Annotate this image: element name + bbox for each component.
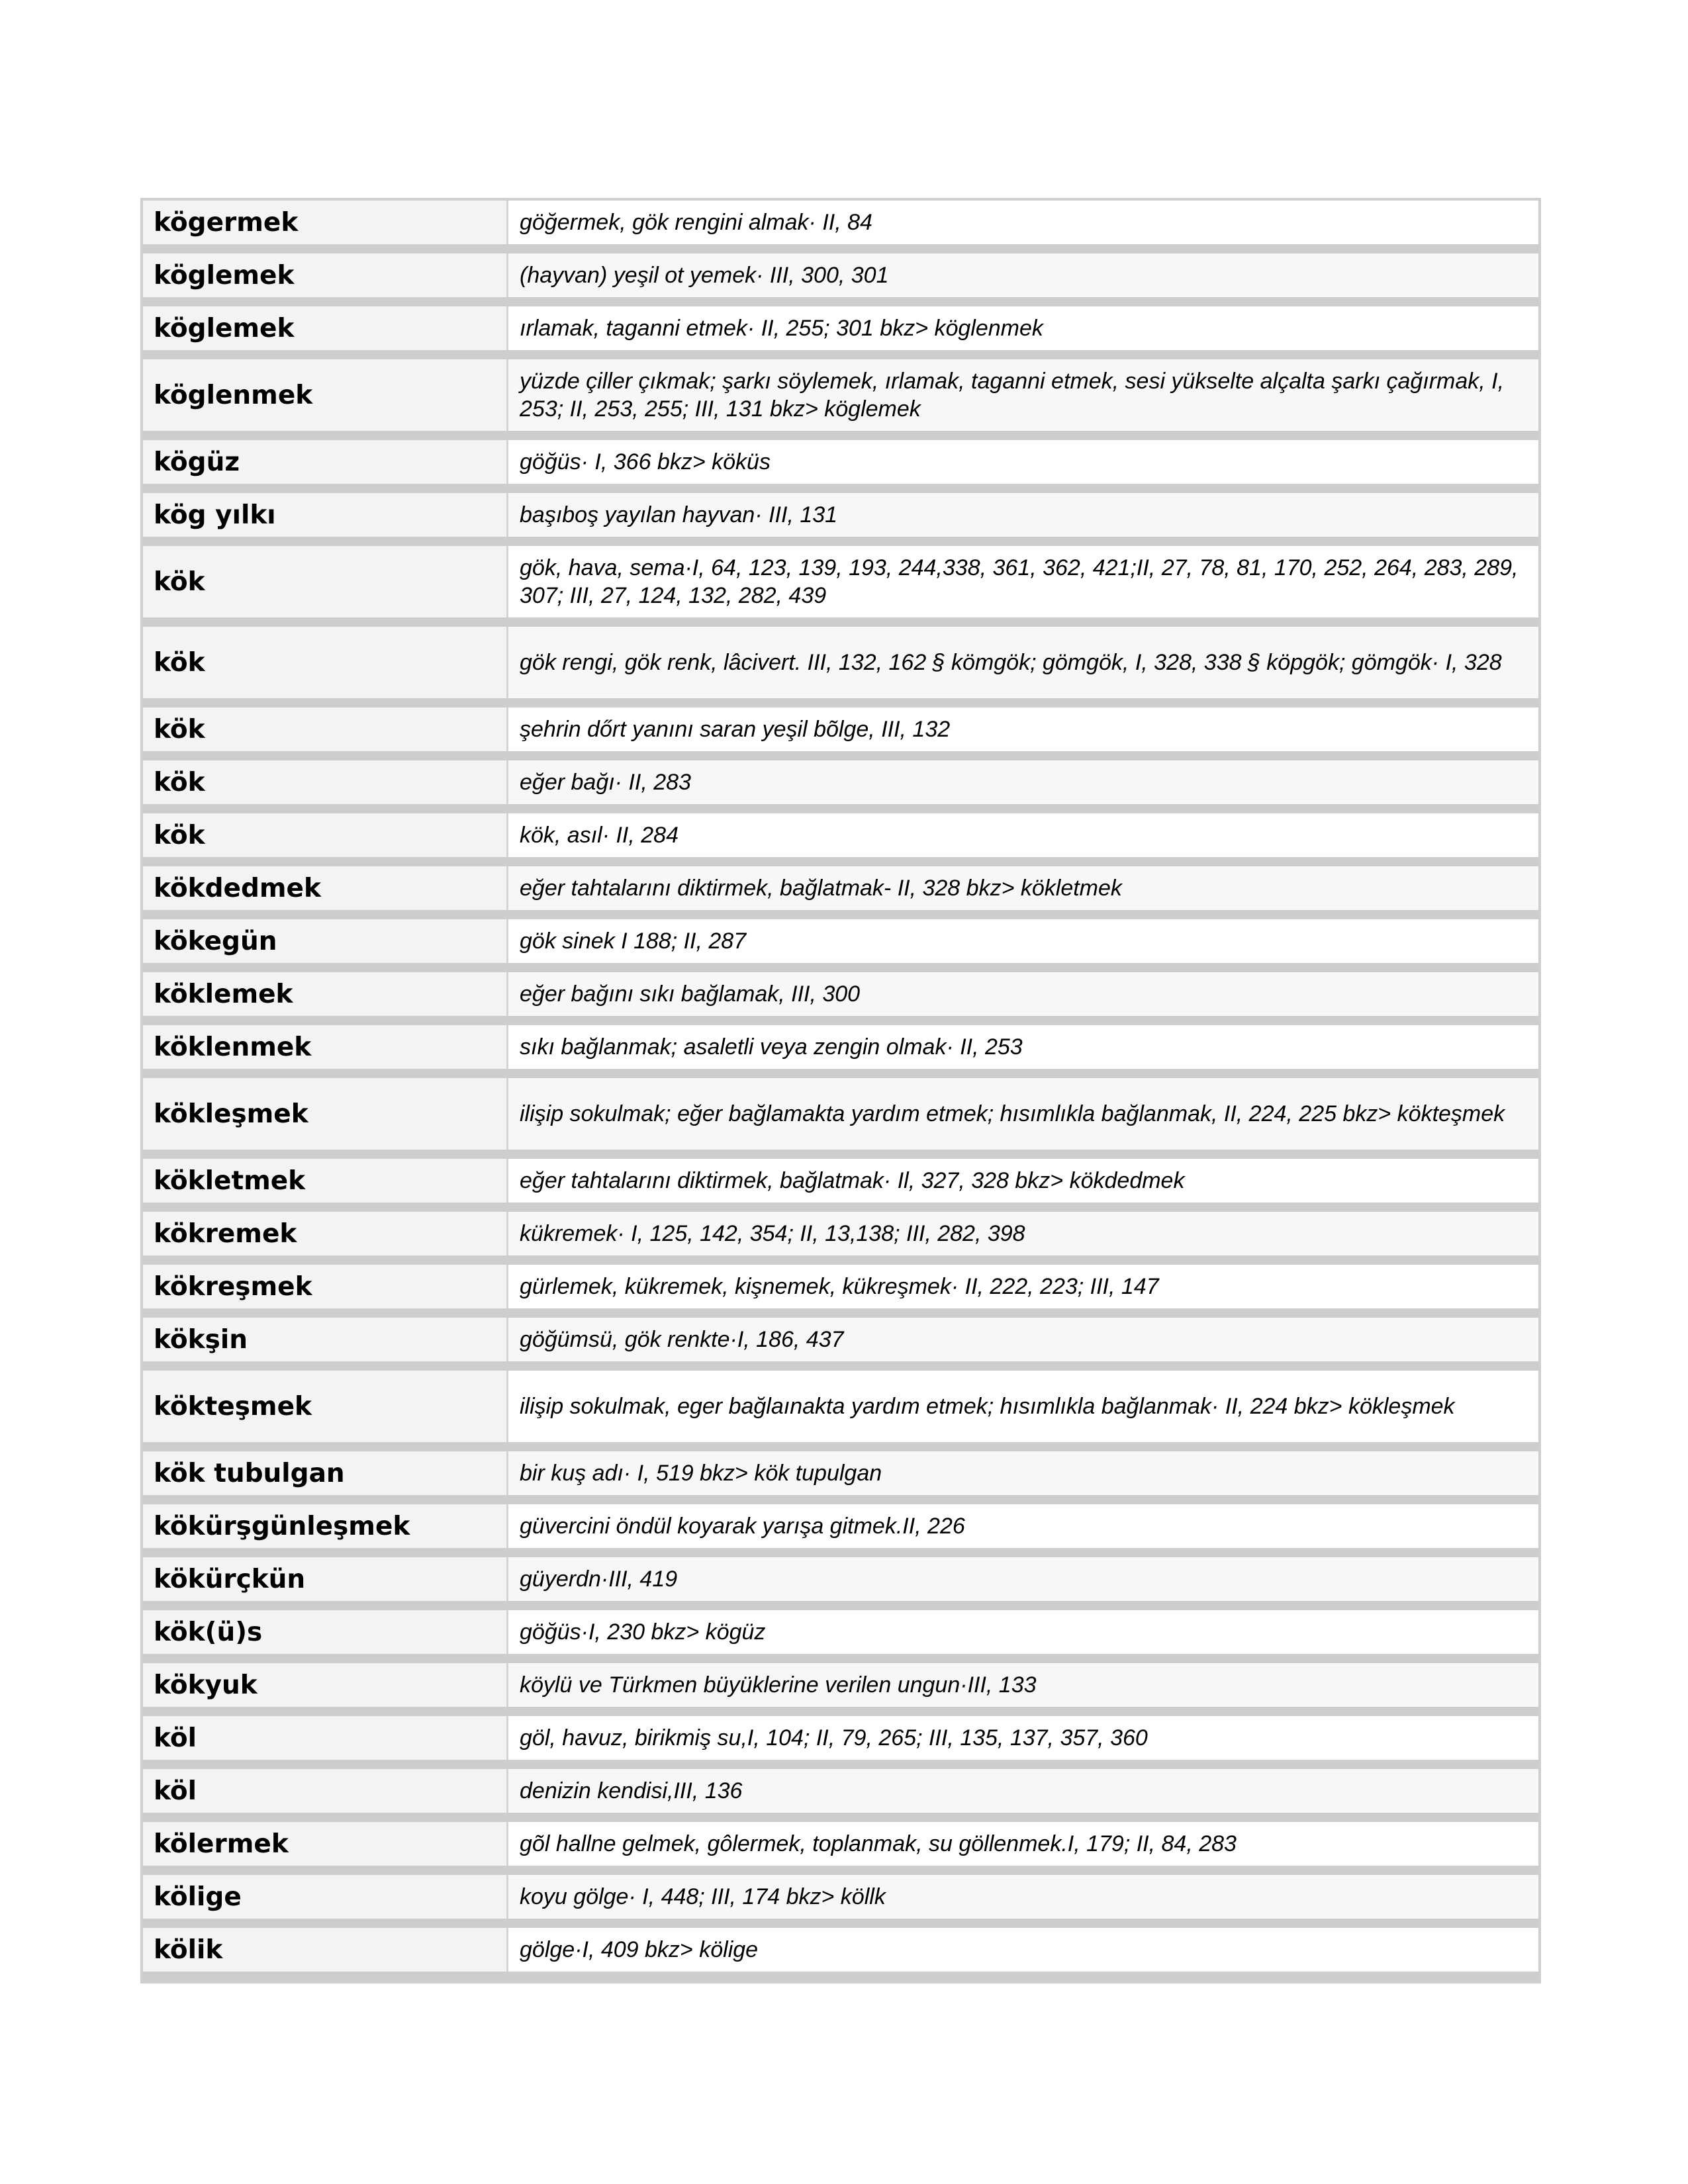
table-row	[143, 253, 1538, 306]
table-row	[143, 1610, 1538, 1663]
entry-definition: göğermek, gök rengini almak· II, 84	[508, 201, 1538, 244]
table-row	[143, 866, 1538, 919]
entry-term: kökyuk	[143, 1663, 508, 1707]
entry-term: kök	[143, 707, 508, 751]
table-row	[143, 546, 1538, 627]
entry-term: kölermek	[143, 1822, 508, 1866]
entry-definition: eğer tahtalarını diktirmek, bağlatmak· Il, 327, 328 bkz> kökdedmek	[508, 1159, 1538, 1203]
entry-definition: göğümsü, gök renkte·I, 186, 437	[508, 1318, 1538, 1361]
entry-term: kög yılkı	[143, 493, 508, 537]
entry-term: köl	[143, 1716, 508, 1760]
entry-definition: denizin kendisi,III, 136	[508, 1769, 1538, 1813]
table-row	[143, 1716, 1538, 1769]
entry-term: kökürçkün	[143, 1557, 508, 1601]
dictionary-table	[140, 198, 1541, 1983]
table-row	[143, 1928, 1538, 1981]
table-row	[143, 707, 1538, 760]
entry-term: kök tubulgan	[143, 1451, 508, 1495]
entry-definition: eğer bağını sıkı bağlamak, III, 300	[508, 972, 1538, 1016]
entry-definition: kükremek· I, 125, 142, 354; II, 13,138; III, 282, 398	[508, 1212, 1538, 1255]
table-row	[143, 1557, 1538, 1610]
table-row	[143, 1451, 1538, 1504]
table-row	[143, 1769, 1538, 1822]
entry-definition: yüzde çiller çıkmak; şarkı söylemek, ırlamak, taganni etmek, sesi yükselte alçalta şarkı çağırmak, I, 253; II, 253, 255; III, 131 bkz> köglemek	[508, 359, 1538, 431]
entry-definition: göl, havuz, birikmiş su,I, 104; II, 79, 265; III, 135, 137, 357, 360	[508, 1716, 1538, 1760]
entry-term: kökegün	[143, 919, 508, 963]
table-row	[143, 1371, 1538, 1451]
table-row	[143, 1318, 1538, 1371]
entry-definition: eğer tahtalarını diktirmek, bağlatmak- II, 328 bkz> kökletmek	[508, 866, 1538, 910]
table-row	[143, 919, 1538, 972]
entry-term: kögüz	[143, 440, 508, 484]
entry-definition: bir kuş adı· I, 519 bkz> kök tupulgan	[508, 1451, 1538, 1495]
entry-definition: gölge·I, 409 bkz> kölige	[508, 1928, 1538, 1972]
entry-definition: ilişip sokulmak, eger bağlaınakta yardım etmek; hısımlıkla bağlanmak· II, 224 bkz> kökleşmek	[508, 1371, 1538, 1442]
table-row	[143, 201, 1538, 253]
entry-definition: göğüs· I, 366 bkz> köküs	[508, 440, 1538, 484]
entry-term: kökreşmek	[143, 1265, 508, 1308]
table-row	[143, 1504, 1538, 1557]
entry-term: kölige	[143, 1875, 508, 1919]
entry-term: kökşin	[143, 1318, 508, 1361]
entry-term: kökleşmek	[143, 1078, 508, 1150]
table-row	[143, 1663, 1538, 1716]
entry-definition: sıkı bağlanmak; asaletli veya zengin olmak· II, 253	[508, 1025, 1538, 1069]
entry-definition: güvercini öndül koyarak yarışa gitmek.II, 226	[508, 1504, 1538, 1548]
entry-definition: kök, asıl· II, 284	[508, 813, 1538, 857]
table-row	[143, 306, 1538, 359]
entry-definition: başıboş yayılan hayvan· III, 131	[508, 493, 1538, 537]
entry-term: kök(ü)s	[143, 1610, 508, 1654]
entry-term: kögermek	[143, 201, 508, 244]
table-row	[143, 1078, 1538, 1159]
entry-term: kök	[143, 546, 508, 617]
entry-term: köglenmek	[143, 359, 508, 431]
entry-definition: ırlamak, taganni etmek· II, 255; 301 bkz> köglenmek	[508, 306, 1538, 350]
table-row	[143, 440, 1538, 493]
entry-definition: güyerdn·III, 419	[508, 1557, 1538, 1601]
entry-definition: gürlemek, kükremek, kişnemek, kükreşmek· II, 222, 223; III, 147	[508, 1265, 1538, 1308]
entry-term: kök	[143, 813, 508, 857]
table-row	[143, 760, 1538, 813]
entry-term: köglemek	[143, 253, 508, 297]
table-row	[143, 1159, 1538, 1212]
entry-definition: gök sinek I 188; II, 287	[508, 919, 1538, 963]
table-row	[143, 972, 1538, 1025]
table-row	[143, 1265, 1538, 1318]
entry-definition: köylü ve Türkmen büyüklerine verilen ungun·III, 133	[508, 1663, 1538, 1707]
entry-definition: gök rengi, gök renk, lâcivert. III, 132, 162 § kömgök; gömgök, I, 328, 338 § köpgök; gömgök· I, 328	[508, 627, 1538, 698]
entry-definition: gõl hallne gelmek, gôlermek, toplanmak, su göllenmek.I, 179; II, 84, 283	[508, 1822, 1538, 1866]
entry-definition: ilişip sokulmak; eğer bağlamakta yardım etmek; hısımlıkla bağlanmak, II, 224, 225 bkz> kökteşmek	[508, 1078, 1538, 1150]
entry-term: köglemek	[143, 306, 508, 350]
entry-definition: (hayvan) yeşil ot yemek· III, 300, 301	[508, 253, 1538, 297]
entry-term: kökremek	[143, 1212, 508, 1255]
entry-definition: eğer bağı· II, 283	[508, 760, 1538, 804]
entry-term: kökürşgünleşmek	[143, 1504, 508, 1548]
entry-definition: göğüs·I, 230 bkz> kögüz	[508, 1610, 1538, 1654]
table-row	[143, 1212, 1538, 1265]
entry-definition: şehrin dőrt yanını saran yeşil bõlge, III, 132	[508, 707, 1538, 751]
table-row	[143, 493, 1538, 546]
table-row	[143, 359, 1538, 440]
entry-term: kölik	[143, 1928, 508, 1972]
table-row	[143, 813, 1538, 866]
table-row	[143, 627, 1538, 707]
entry-term: kökdedmek	[143, 866, 508, 910]
table-row	[143, 1025, 1538, 1078]
table-row	[143, 1875, 1538, 1928]
entry-term: kök	[143, 627, 508, 698]
entry-term: kökletmek	[143, 1159, 508, 1203]
table-row	[143, 1822, 1538, 1875]
entry-term: kökteşmek	[143, 1371, 508, 1442]
entry-term: köklenmek	[143, 1025, 508, 1069]
entry-definition: gök, hava, sema·I, 64, 123, 139, 193, 244,338, 361, 362, 421;II, 27, 78, 81, 170, 252, 264, 283, 289, 307; III, 27, 124, 132, 282, 439	[508, 546, 1538, 617]
entry-term: köl	[143, 1769, 508, 1813]
entry-term: köklemek	[143, 972, 508, 1016]
entry-term: kök	[143, 760, 508, 804]
entry-definition: koyu gölge· I, 448; III, 174 bkz> köllk	[508, 1875, 1538, 1919]
